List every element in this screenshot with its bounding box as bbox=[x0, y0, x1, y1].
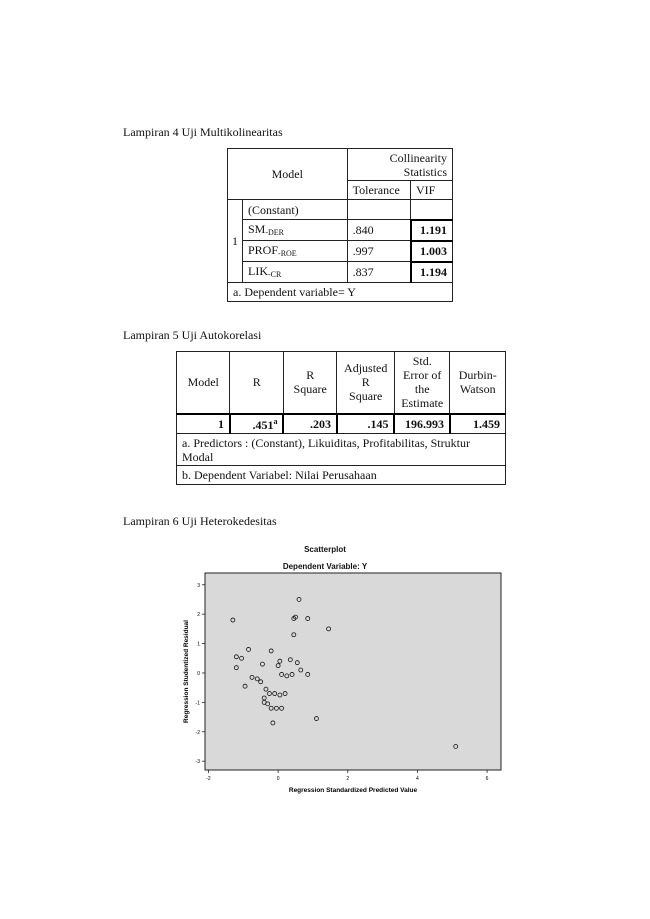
chart-title: Scatterplot bbox=[304, 545, 346, 554]
row-constant-tolerance bbox=[347, 200, 410, 220]
header-std-line1: Std. bbox=[412, 354, 432, 369]
row-lik-label bbox=[243, 262, 348, 283]
header-std-error bbox=[394, 352, 450, 414]
row-lik-tolerance: .837 bbox=[347, 262, 410, 283]
table5-footnote-b: b. Dependent Variabel: Nilai Perusahaan bbox=[177, 466, 506, 485]
header-collinearity-line1: Collinearity bbox=[389, 150, 447, 165]
row-prof-vif: 1.003 bbox=[411, 241, 453, 262]
x-axis-label: Regression Standardized Predicted Value bbox=[288, 787, 418, 794]
row-constant-vif bbox=[411, 200, 453, 220]
row-sm-label bbox=[243, 220, 348, 241]
heading-autokorelasi: Lampiran 5 Uji Autokorelasi bbox=[123, 328, 262, 342]
header-adjusted-r-square bbox=[337, 352, 395, 414]
header-r-square-line2: Square bbox=[293, 382, 327, 397]
heading-multikolinearitas: Lampiran 4 Uji Multikolinearitas bbox=[123, 125, 283, 139]
row-prof-tolerance: .997 bbox=[347, 241, 410, 262]
row-sm-name: SM bbox=[248, 222, 266, 236]
row-sm-tolerance: .840 bbox=[347, 220, 410, 241]
header-dw-line1: Durbin- bbox=[458, 368, 497, 383]
x-tick-label: 4 bbox=[416, 776, 419, 782]
row-sm-sub: -DER bbox=[265, 228, 285, 237]
row-model: 1 bbox=[177, 414, 230, 434]
row-prof-sub: -ROE bbox=[278, 249, 297, 258]
row-lik-name: LIK bbox=[248, 264, 268, 278]
model-summary-table bbox=[176, 351, 506, 485]
header-r-square bbox=[283, 352, 336, 414]
header-std-line3: the bbox=[414, 382, 430, 397]
header-adj-line2: R bbox=[361, 375, 370, 390]
y-axis-label: Regression Studentized Residual bbox=[183, 620, 190, 723]
row-r-square: .203 bbox=[283, 414, 336, 434]
header-r-square-line1: R bbox=[306, 368, 315, 383]
y-tick-label: 2 bbox=[197, 612, 200, 619]
row-durbin-watson: 1.459 bbox=[450, 414, 506, 434]
y-tick-label: -3 bbox=[195, 759, 200, 766]
header-tolerance: Tolerance bbox=[347, 181, 410, 200]
x-tick-label: 6 bbox=[485, 776, 489, 782]
row-r bbox=[230, 414, 283, 434]
header-std-line4: Estimate bbox=[401, 396, 444, 411]
chart-subtitle: Dependent Variable: Y bbox=[282, 562, 368, 571]
x-tick-label: 0 bbox=[276, 776, 280, 782]
y-tick-label: -1 bbox=[195, 700, 200, 707]
header-model: Model bbox=[228, 149, 348, 200]
y-tick-label: 1 bbox=[197, 641, 200, 648]
row-std-error: 196.993 bbox=[394, 414, 450, 434]
row-lik-sub: -CR bbox=[268, 270, 282, 279]
y-tick-label: -2 bbox=[195, 729, 200, 736]
header-adj-line1: Adjusted bbox=[344, 361, 388, 376]
header-vif: VIF bbox=[411, 181, 453, 200]
collinearity-table bbox=[227, 148, 453, 302]
model-number: 1 bbox=[228, 200, 243, 283]
row-constant-label: (Constant) bbox=[243, 200, 348, 220]
scatterplot bbox=[168, 565, 513, 800]
row-lik-vif: 1.194 bbox=[411, 262, 453, 283]
table5-footnote-a: a. Predictors : (Constant), Likuiditas, Profitabilitas, Struktur Modal bbox=[177, 434, 506, 466]
y-tick-label: 3 bbox=[197, 582, 200, 589]
x-tick-label: 2 bbox=[346, 776, 350, 782]
row-prof-label bbox=[243, 241, 348, 262]
row-sm-vif: 1.191 bbox=[411, 220, 453, 241]
heading-heterokedesitas: Lampiran 6 Uji Heterokedesitas bbox=[123, 514, 277, 528]
header-durbin-watson bbox=[450, 352, 506, 414]
header-collinearity-line2: Statistics bbox=[403, 164, 447, 179]
row-prof-name: PROF bbox=[248, 243, 279, 257]
header-dw-line2: Watson bbox=[459, 382, 496, 397]
row-adj-r-square: .145 bbox=[337, 414, 395, 434]
header-collinearity bbox=[347, 149, 452, 181]
header-std-line2: Error of bbox=[403, 368, 442, 383]
header-r: R bbox=[230, 352, 283, 414]
y-tick-label: 0 bbox=[197, 670, 200, 677]
header-adj-line3: Square bbox=[349, 389, 383, 404]
x-tick-label: -2 bbox=[206, 776, 211, 782]
table4-footnote: a. Dependent variable= Y bbox=[228, 283, 453, 302]
row-r-value: .451 bbox=[252, 418, 274, 433]
row-r-sup: a bbox=[273, 417, 278, 427]
plot-area bbox=[205, 573, 501, 770]
header-model: Model bbox=[177, 352, 230, 414]
